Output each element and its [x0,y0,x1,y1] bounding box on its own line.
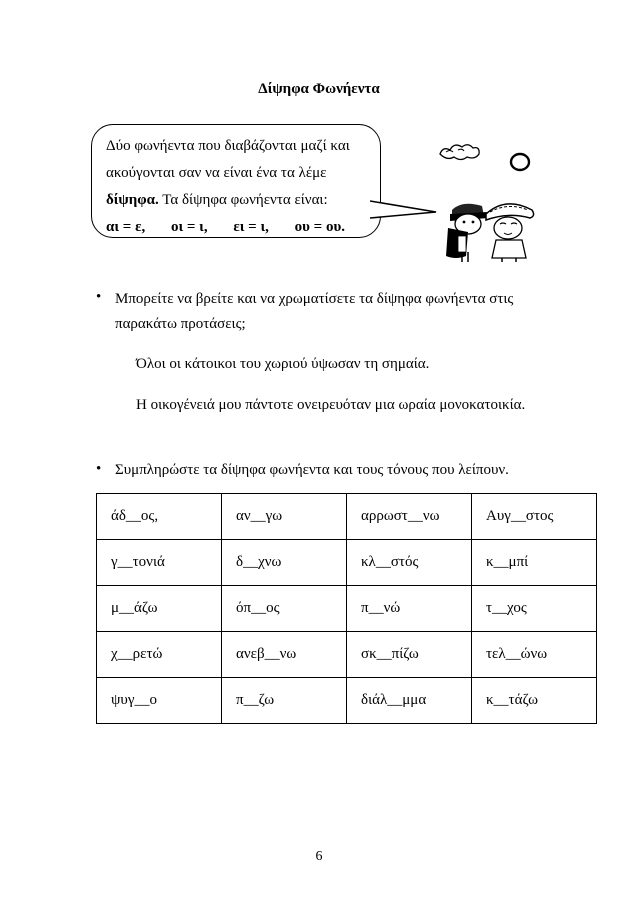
word-table [96,493,597,724]
table-row [97,540,597,586]
word-cell: τ__χος [472,586,597,632]
word-cell: μ__άζω [97,586,222,632]
bubble-line: Δύο φωνήεντα που διαβάζονται μαζί και [106,138,350,154]
bubble-line: ακούγονται σαν να είναι ένα τα λέμε [106,165,327,181]
word-cell: κ__τάζω [472,678,597,724]
bubble-line [106,187,380,214]
bubble-line-rest: Τα δίψηφα φωνήεντα είναι: [158,192,328,208]
instruction-line: Μπορείτε να βρείτε και να χρωματίσετε τα δίψηφα φωνήεντα στις [115,291,514,307]
sentence: Όλοι οι κάτοικοι του χωριού ύψωσαν τη σημαία. [136,356,430,372]
table-row [97,678,597,724]
diphthong-pair: οι = ι, [170,219,208,235]
diphthong-pair: ου = ου. [294,219,345,235]
diphthong-pair: ει = ι, [233,219,269,235]
word-cell: ψυγ__ο [97,678,222,724]
word-cell: κ__μπί [472,540,597,586]
word-cell: σκ__πίζω [347,632,472,678]
word-cell: τελ__ώνω [472,632,597,678]
page-number: 6 [315,849,323,864]
word-cell: π__νώ [347,586,472,632]
speech-bubble [91,124,381,238]
word-cell: γ__τονιά [97,540,222,586]
word-cell: ανεβ__νω [222,632,347,678]
table-row [97,494,597,540]
instruction-text [115,287,513,337]
speech-bubble-tail [370,196,440,226]
instruction-line: παρακάτω προτάσεις; [115,316,246,332]
sentence: Η οικογένειά μου πάντοτε ονειρευόταν μια ωραία μονοκατοικία. [136,397,526,413]
table-row [97,632,597,678]
page-title: Δίψηφα Φωνήεντα [258,81,380,97]
children-illustration [438,132,548,262]
bubble-bold-term: δίψηφα. [106,192,159,208]
word-cell: αρρωστ__νω [347,494,472,540]
diphthong-pairs [106,214,380,241]
word-cell: διάλ__μμα [347,678,472,724]
word-cell: άδ__ος, [97,494,222,540]
word-cell: όπ__ος [222,586,347,632]
diphthong-pair: αι = ε, [106,219,146,235]
word-cell: αν__γω [222,494,347,540]
word-cell: χ__ρετώ [97,632,222,678]
word-cell: δ__χνω [222,540,347,586]
bullet-icon: • [96,289,102,305]
instruction-text: Συμπληρώστε τα δίψηφα φωνήεντα και τους τόνους που λείπουν. [115,462,509,478]
word-cell: π__ζω [222,678,347,724]
word-cell: κλ__στός [347,540,472,586]
word-cell: Αυγ__στος [472,494,597,540]
table-row [97,586,597,632]
bullet-icon: • [96,461,102,477]
